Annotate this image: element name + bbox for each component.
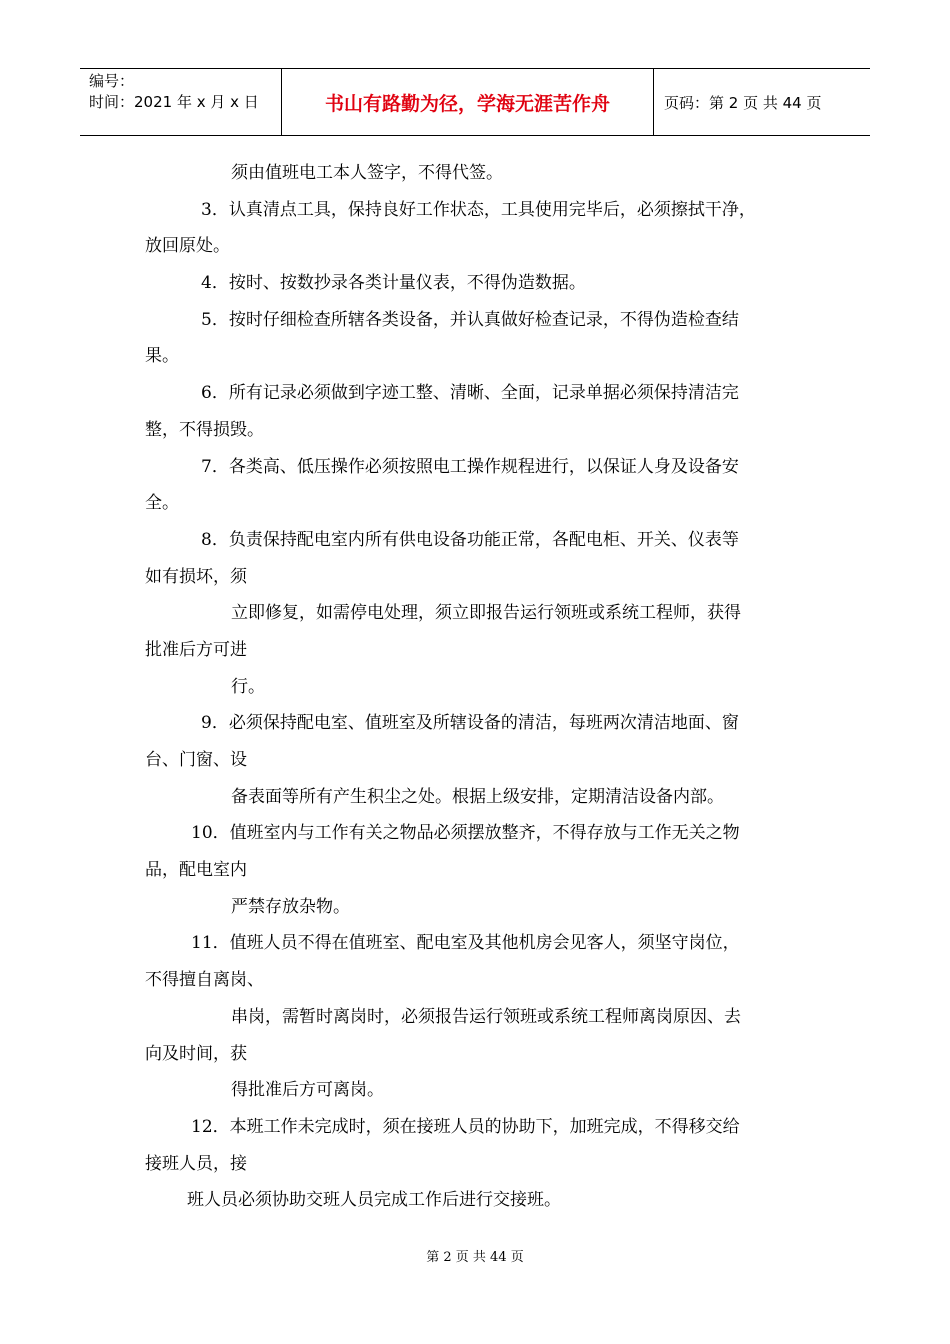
document-number-label: 编号：	[89, 72, 135, 90]
body-line: 4．按时、按数抄录各类计量仪表，不得伪造数据。	[201, 273, 586, 294]
body-line: 放回原处。	[145, 236, 230, 257]
body-line: 须由值班电工本人签字，不得代签。	[231, 163, 503, 183]
body-line: 11．值班人员不得在值班室、配电室及其他机房会见客人，须坚守岗位，	[191, 933, 740, 954]
body-line: 6．所有记录必须做到字迹工整、清晰、全面，记录单据必须保持清洁完	[201, 383, 739, 404]
body-line: 班人员必须协助交班人员完成工作后进行交接班。	[187, 1190, 561, 1211]
header-page-info: 页码：第 2 页 共 44 页	[664, 93, 822, 112]
body-line: 得批准后方可离岗。	[231, 1080, 384, 1101]
body-line: 7．各类高、低压操作必须按照电工操作规程进行，以保证人身及设备安	[201, 456, 739, 477]
body-line: 品，配电室内	[145, 860, 247, 881]
header-motto: 书山有路勤为径，学海无涯苦作舟	[282, 69, 654, 135]
body-line: 3．认真清点工具，保持良好工作状态，工具使用完毕后，必须擦拭干净，	[201, 199, 756, 220]
document-body	[145, 155, 815, 1219]
body-line: 如有损坏，须	[145, 566, 247, 587]
body-line: 不得擅自离岗、	[145, 970, 264, 991]
body-line: 9．必须保持配电室、值班室及所辖设备的清洁，每班两次清洁地面、窗	[201, 713, 739, 734]
document-date: 时间：2021 年 x 月 x 日	[89, 93, 259, 111]
body-line: 立即修复，如需停电处理，须立即报告运行领班或系统工程师，获得	[231, 603, 741, 624]
body-line: 严禁存放杂物。	[231, 896, 350, 917]
body-line: 向及时间，获	[145, 1043, 247, 1064]
body-line: 台、门窗、设	[145, 750, 247, 770]
body-line: 行。	[231, 676, 265, 697]
body-line: 果。	[145, 346, 179, 367]
body-line: 串岗，需暂时离岗时，必须报告运行领班或系统工程师离岗原因、去	[231, 1006, 741, 1027]
body-line: 接班人员，接	[145, 1153, 247, 1174]
body-line: 5．按时仔细检查所辖各类设备，并认真做好检查记录，不得伪造检查结	[201, 309, 739, 330]
body-line: 批准后方可进	[145, 639, 247, 660]
body-line: 12．本班工作未完成时，须在接班人员的协助下，加班完成，不得移交给	[191, 1116, 740, 1137]
body-line: 备表面等所有产生积尘之处。根据上级安排，定期清洁设备内部。	[231, 786, 724, 807]
body-line: 全。	[145, 493, 179, 514]
document-header	[80, 68, 870, 136]
header-meta	[80, 69, 282, 135]
body-line: 10．值班室内与工作有关之物品必须摆放整齐，不得存放与工作无关之物	[191, 823, 740, 844]
body-line: 整，不得损毁。	[145, 419, 264, 440]
body-line: 8．负责保持配电室内所有供电设备功能正常，各配电柜、开关、仪表等	[201, 529, 739, 550]
page-footer: 第 2 页 共 44 页	[426, 1250, 524, 1265]
